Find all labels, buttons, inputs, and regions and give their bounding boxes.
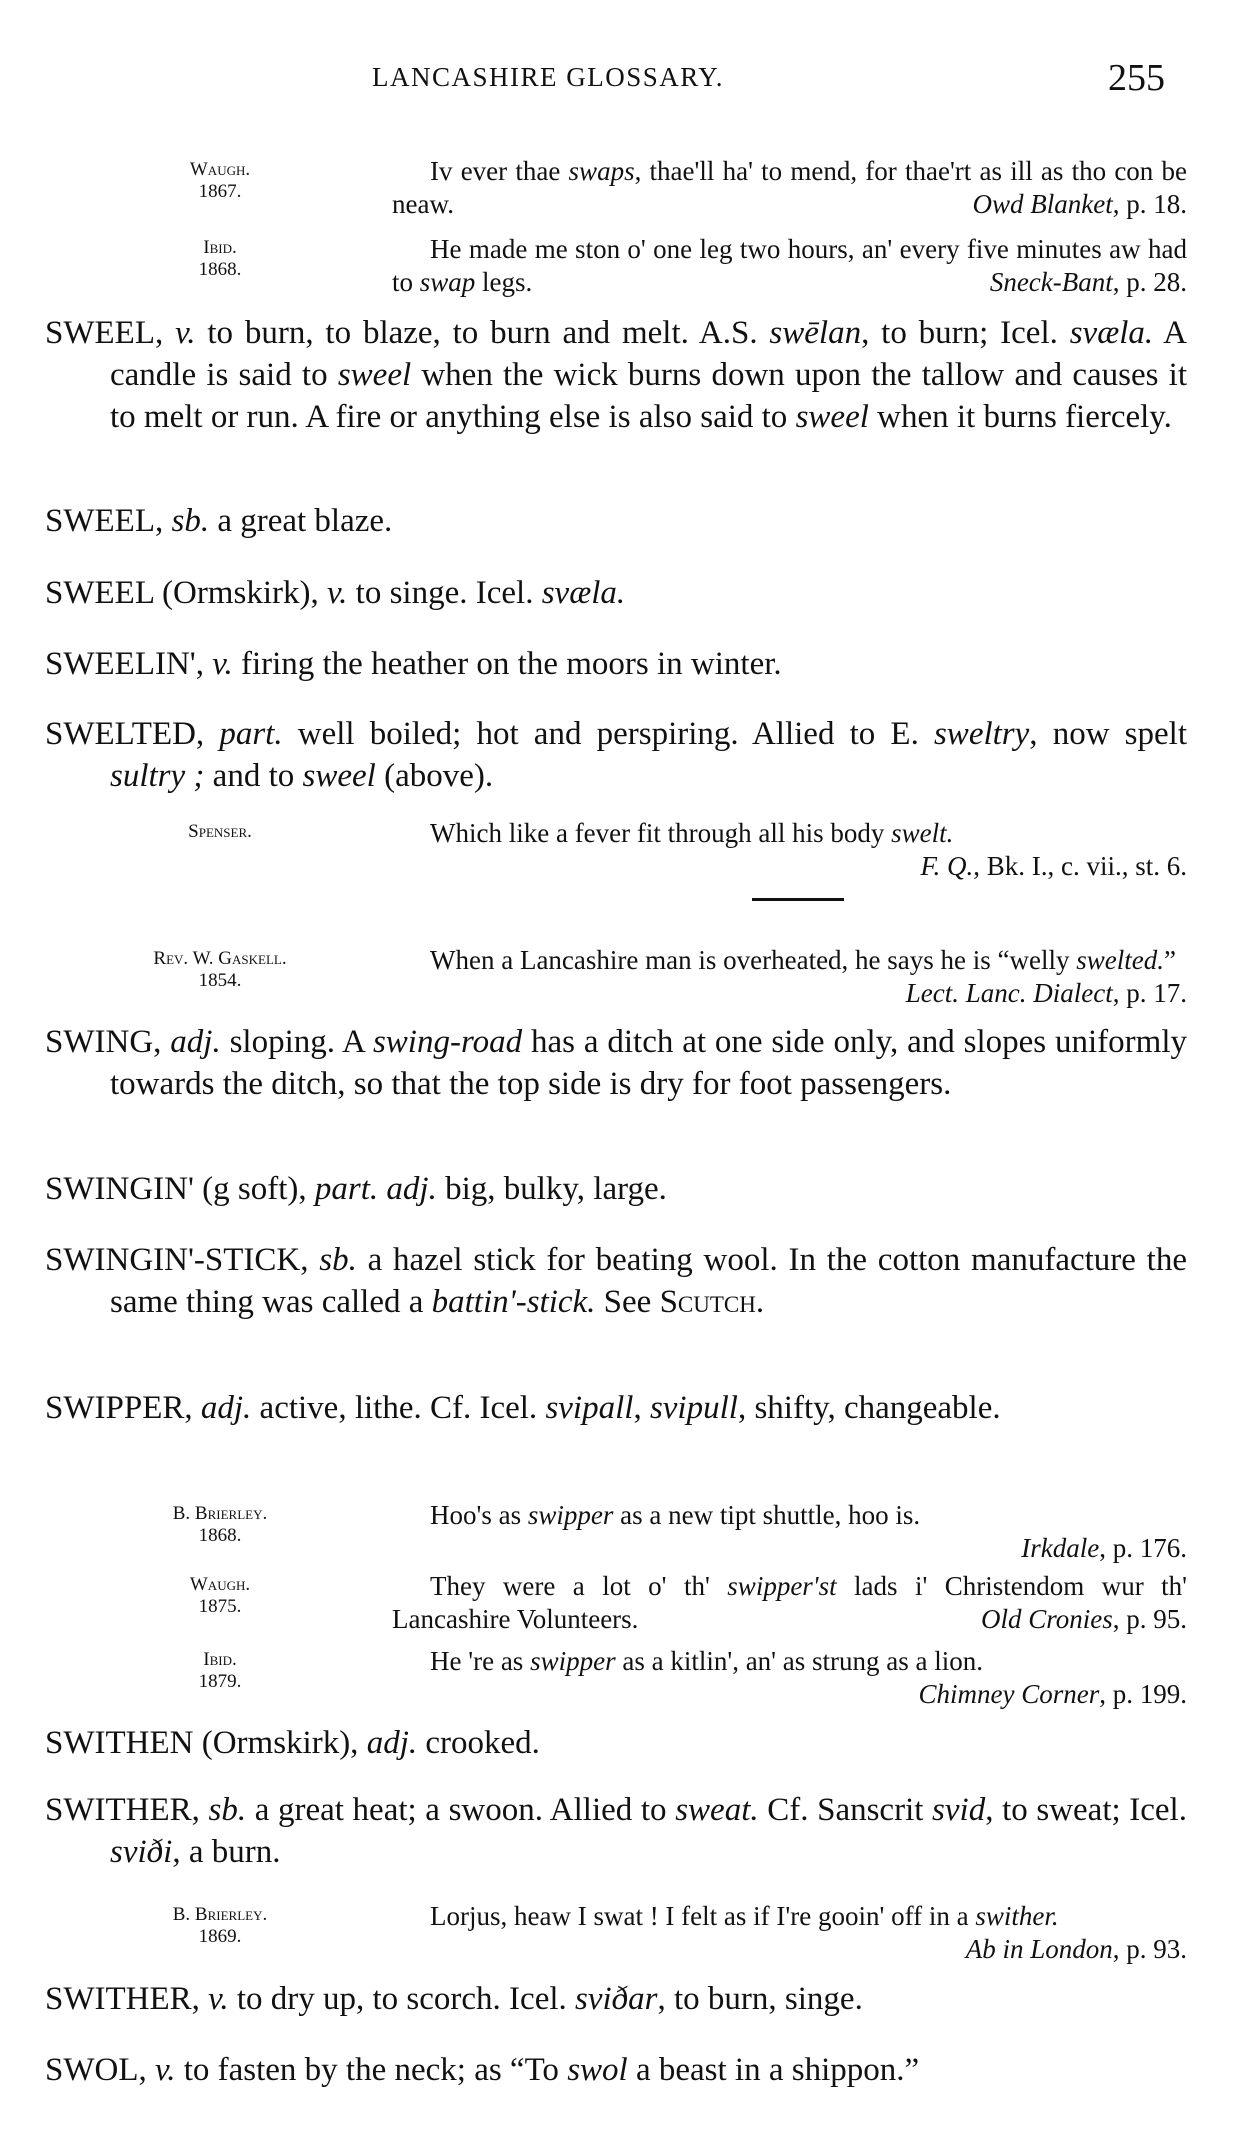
citation-year: 1867. [198,181,242,202]
italic-text: v. [208,1981,229,2017]
text-run: to fasten by the neck; as “To [175,2052,568,2088]
text-run: as a kitlin', an' as strung as a lion. [615,1646,984,1676]
citation-author [90,159,350,203]
text-run: , now spelt [1029,716,1187,752]
text-run: legs. [475,267,533,297]
glossary-entry [45,2049,1187,2091]
quote-text [392,233,1187,299]
italic-text: battin'-stick. [431,1284,596,1320]
glossary-entry [45,643,1187,685]
text-run: They were a lot o' th' [430,1571,728,1601]
text-run: , p. 93. [1112,1934,1187,1964]
quote-text [392,1499,1187,1565]
italic-text: sweel [337,357,412,393]
text-run: a beast in a shippon.” [627,2052,920,2088]
text-run: , thae'll ha' to mend, for thae'rt as ill as tho con be neaw. [392,156,1188,219]
text-run: a hazel stick for beating wool. In the cotton manufacture the same thing was called a [110,1242,1187,1320]
text-run: ” [1164,945,1176,975]
quote-text [392,155,1187,221]
italic-text: swelt. [891,818,954,848]
text-run: when it burns fiercely. [868,399,1172,435]
text-run: SWINGIN'-STICK, [45,1242,320,1278]
italic-text: swither. [975,1901,1059,1931]
text-run: , p. 17. [1112,978,1187,1008]
text-run: , p. 176. [1099,1533,1187,1563]
glossary-entry [45,1387,1187,1429]
italic-text: sweat. [675,1792,759,1828]
citation-year: 1869. [198,1926,242,1947]
italic-text: adj. [366,1725,418,1761]
text-run: SWITHER, [45,1981,209,2017]
glossary-entry [45,572,1187,614]
citation-quote [90,1645,1187,1725]
text-run: , p. 18. [1112,189,1187,219]
author-name: Ibid. [203,1649,237,1670]
text-run: , to burn, singe. [657,1981,863,2017]
citation-quote [90,817,1187,897]
italic-text: v. [212,646,233,682]
glossary-entry [45,500,1187,542]
italic-text: swaps [568,156,635,186]
text-run: sloping. A [220,1024,373,1060]
citation-year: 1875. [198,1596,242,1617]
citation-quote [90,1570,1187,1650]
text-run: Hoo's as [430,1500,528,1530]
text-run: has a ditch at one side only, and slopes uniformly towards the ditch, so that the top side is dry for foot passengers. [110,1024,1187,1102]
text-run: and to [204,758,303,794]
text-run: a great heat; a swoon. Allied to [246,1792,676,1828]
text-run: , shifty, changeable. [737,1390,1001,1426]
italic-text: svipull [649,1390,738,1426]
text-run: Scutch. [659,1284,765,1320]
page-number: 255 [1108,57,1165,99]
text-run: SWITHEN (Ormskirk), [45,1725,367,1761]
text-run: Iv ever thae [430,156,569,186]
italic-text: v. [175,315,196,351]
author-name: Spenser. [188,821,252,842]
text-run: well boiled; hot and perspiring. Allied to E. [282,716,934,752]
text-run: He made me ston o' one leg two hours, an' every five minutes aw had to [392,234,1187,297]
running-title: LANCASHIRE GLOSSARY. [372,62,725,92]
author-name: Waugh. [189,1574,251,1595]
text-run: active, lithe. Cf. Icel. [251,1390,546,1426]
italic-text: swol [567,2052,628,2088]
text-run: as a new tipt shuttle, hoo is. [613,1500,921,1530]
text-run: lads i' Christendom wur th' Lancashire Volunteers. [392,1571,1187,1634]
citation-author [90,1574,350,1618]
italic-text: Old Cronies [980,1604,1113,1634]
glossary-entry [45,312,1187,438]
glossary-entry [45,1978,1187,2020]
italic-text: v. [155,2052,176,2088]
italic-text: sultry ; [110,758,205,794]
text-run: (above). [375,758,494,794]
text-run: SWOL, [45,2052,155,2088]
citation-author [90,1649,350,1693]
text-run: , to burn; Icel. [861,315,1070,351]
text-run: SWELTED, [45,716,220,752]
citation-year: 1854. [198,970,242,991]
italic-text: svæla. [1069,315,1154,351]
text-run: SWEEL, [45,315,176,351]
citation-quote [90,155,1187,235]
citation-year: 1868. [198,1525,242,1546]
author-name: B. Brierley. [172,1503,268,1524]
text-run: big, bulky, large. [436,1171,667,1207]
quote-text [392,944,1187,1010]
italic-text: part. adj. [314,1171,437,1207]
text-run: SWING, [45,1024,171,1060]
text-run: SWEEL, [45,503,172,539]
citation-author [90,948,350,992]
text-run: Lorjus, heaw I swat ! I felt as if I're gooin' off in a [430,1901,976,1931]
italic-text: part. [219,716,283,752]
italic-text: Owd Blanket [972,189,1113,219]
italic-text: swing-road [372,1024,523,1060]
quote-source [392,1532,1187,1565]
italic-text: Ab in London [965,1934,1113,1964]
italic-text: swēlan [769,315,862,351]
italic-text: Chimney Corner [918,1679,1100,1709]
italic-text: swipper [527,1500,614,1530]
italic-text: swap [419,267,476,297]
quote-text [392,1900,1187,1966]
text-run: when the wick burns down upon the tallow and causes it to melt or run. A fire or anything else is also said to [110,357,1188,435]
text-run: Which like a fever fit through all his body [430,818,892,848]
italic-text: svipall [545,1390,634,1426]
text-run: A candle is said to [110,315,1187,393]
italic-text: sviðar [575,1981,658,2017]
italic-text: v. [326,575,348,611]
text-run: , [633,1390,650,1426]
citation-quote [90,944,1187,1024]
text-run: crooked. [417,1725,540,1761]
text-run: He 're as [430,1646,531,1676]
text-run: Cf. Sanscrit [758,1792,933,1828]
text-run: to burn, to blaze, to burn and melt. A.S. [195,315,770,351]
italic-text: sviði [110,1834,173,1870]
italic-text: swipper [530,1646,616,1676]
text-run: , p. 199. [1099,1679,1187,1709]
citation-author [90,1503,350,1547]
glossary-entry [45,1722,1187,1764]
author-name: Ibid. [203,237,237,258]
glossary-entry [45,1789,1187,1873]
italic-text: swipper'st [727,1571,837,1601]
quote-source [966,1933,1187,1966]
glossary-entry [45,1168,1187,1210]
author-name: Waugh. [189,159,251,180]
text-run: to dry up, to scorch. Icel. [228,1981,576,2017]
quote-text [392,1570,1187,1636]
glossary-entry [45,713,1187,797]
quote-text [392,1645,1187,1711]
text-run: SWITHER, [45,1792,209,1828]
italic-text: sweel [795,399,869,435]
quote-source [392,1678,1187,1711]
text-run: When a Lancashire man is overheated, he says he is “welly [430,945,1077,975]
text-run: , Bk. I., c. vii., st. 6. [973,851,1187,881]
author-name: B. Brierley. [172,1904,268,1925]
text-run: , to sweat; Icel. [985,1792,1187,1828]
text-run: , a burn. [172,1834,281,1870]
section-divider [752,898,844,901]
citation-quote [90,1900,1187,1980]
italic-text: svid [932,1792,986,1828]
citation-quote [90,233,1187,313]
citation-quote [90,1499,1187,1579]
text-run: firing the heather on the moors in winter. [232,646,782,682]
running-header [0,58,1244,98]
italic-text: Irkdale [1021,1533,1100,1563]
text-run: SWEELIN', [45,646,213,682]
text-run: See [595,1284,660,1320]
italic-text: adj. [170,1024,221,1060]
italic-text: adj. [200,1390,252,1426]
quote-source [973,188,1187,221]
text-run: SWIPPER, [45,1390,201,1426]
text-run: a great blaze. [209,503,393,539]
text-run: , p. 95. [1112,1604,1187,1634]
text-run: , p. 28. [1112,267,1187,297]
quote-text [392,817,1187,883]
quote-source [990,266,1187,299]
quote-source [981,1603,1187,1636]
citation-author [90,821,350,843]
glossary-entry [45,1021,1187,1105]
text-run: SWEEL (Ormskirk), [45,575,327,611]
italic-text: Sneck-Bant [989,267,1113,297]
citation-year: 1868. [198,259,242,280]
quote-source [392,850,1187,883]
italic-text: sweltry [933,716,1030,752]
quote-source [906,977,1187,1010]
italic-text: F. Q. [920,851,974,881]
italic-text: sb. [319,1242,357,1278]
text-run: to singe. Icel. [347,575,542,611]
italic-text: swelted. [1076,945,1164,975]
italic-text: sb. [208,1792,247,1828]
glossary-entry [45,1239,1187,1323]
citation-author [90,1904,350,1948]
italic-text: sb. [171,503,210,539]
author-name: Rev. W. Gaskell. [153,948,287,969]
italic-text: sweel [302,758,376,794]
citation-author [90,237,350,281]
text-run: SWINGIN' (g soft), [45,1171,315,1207]
italic-text: svæla. [541,575,626,611]
citation-year: 1879. [198,1671,242,1692]
italic-text: Lect. Lanc. Dialect [905,978,1113,1008]
